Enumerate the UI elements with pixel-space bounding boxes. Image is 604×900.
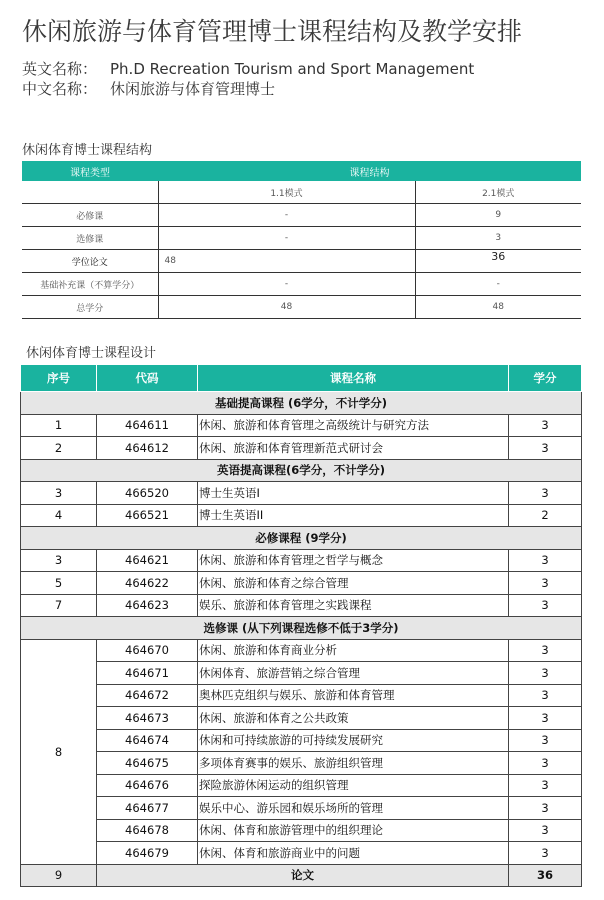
thesis-name: 论文 [97,864,509,887]
english-name-label: 英文名称： [22,60,98,78]
english-name-row [22,58,474,79]
course-name: 娱乐、旅游和体育管理之实践课程 [198,594,509,617]
course-name: 多项体育赛事的娱乐、旅游组织管理 [198,752,509,775]
group-row-english [21,459,582,482]
table-row [21,482,582,505]
structure-row-label: 总学分 [22,296,158,319]
table-row [21,504,582,527]
header-course-structure: 课程结构 [158,161,581,181]
header-course-type: 课程类型 [22,161,158,181]
course-credit: 3 [509,842,582,865]
table-row [21,549,582,572]
course-code: 464672 [97,684,198,707]
structure-row [22,227,581,250]
course-name: 博士生英语II [198,504,509,527]
course-credit: 3 [509,819,582,842]
structure-row [22,204,581,227]
course-credit: 3 [509,549,582,572]
group-label: 必修课程 (9学分) [21,527,582,550]
thesis-no: 9 [21,864,97,887]
structure-row-label: 基础补充课（不算学分） [22,273,158,296]
course-credit: 2 [509,504,582,527]
course-no: 2 [21,437,97,460]
header-course-name: 课程名称 [198,365,509,392]
design-header-row [21,365,582,392]
course-name: 休闲体育、旅游营销之综合管理 [198,662,509,685]
course-no: 4 [21,504,97,527]
structure-row-mode2: 3 [415,227,581,250]
structure-row-mode1: - [158,273,415,296]
course-code: 464676 [97,774,198,797]
course-no: 3 [21,482,97,505]
structure-row-mode2: 48 [415,296,581,319]
thesis-row [21,864,582,887]
table-row [21,819,582,842]
thesis-credit: 36 [509,864,582,887]
course-code: 466520 [97,482,198,505]
table-row [21,707,582,730]
course-credit: 3 [509,662,582,685]
course-code: 464670 [97,639,198,662]
course-code: 464621 [97,549,198,572]
group-row-basic [21,392,582,415]
course-code: 464674 [97,729,198,752]
course-code: 464622 [97,572,198,595]
course-code: 466521 [97,504,198,527]
course-credit: 3 [509,729,582,752]
course-credit: 3 [509,414,582,437]
course-credit: 3 [509,594,582,617]
structure-row-label: 必修课 [22,204,158,227]
table-row [21,662,582,685]
group-label: 选修课 (从下列课程选修不低于3学分) [21,617,582,640]
chinese-name-label: 中文名称： [22,80,98,98]
group-label: 基础提高课程 (6学分，不计学分) [21,392,582,415]
table-row [21,414,582,437]
structure-row [22,273,581,296]
course-name: 休闲、旅游和体育管理新范式研讨会 [198,437,509,460]
elective-no: 8 [21,639,97,864]
structure-row-mode2: 9 [415,204,581,227]
course-code: 464678 [97,819,198,842]
course-name: 休闲和可持续旅游的可持续发展研究 [198,729,509,752]
course-name: 休闲、旅游和体育管理之高级统计与研究方法 [198,414,509,437]
course-name: 娱乐中心、游乐园和娱乐场所的管理 [198,797,509,820]
structure-blank-cell [22,181,158,204]
structure-row-label: 选修课 [22,227,158,250]
structure-row [22,296,581,319]
course-code: 464623 [97,594,198,617]
structure-row-mode1: 48 [158,250,415,273]
course-credit: 3 [509,707,582,730]
table-row [21,797,582,820]
course-credit: 3 [509,572,582,595]
structure-row-mode1: - [158,204,415,227]
course-name: 休闲、旅游和体育之综合管理 [198,572,509,595]
course-code: 464677 [97,797,198,820]
course-no: 3 [21,549,97,572]
table-row [21,639,582,662]
structure-row-mode2: 36 [415,250,581,273]
course-name: 奥林匹克组织与娱乐、旅游和体育管理 [198,684,509,707]
group-label: 英语提高课程(6学分，不计学分) [21,459,582,482]
structure-header-row [22,161,581,181]
course-name: 休闲、体育和旅游商业中的问题 [198,842,509,865]
structure-row [22,250,581,273]
table-row [21,684,582,707]
header-credit: 学分 [509,365,582,392]
course-no: 7 [21,594,97,617]
course-name: 休闲、旅游和体育管理之哲学与概念 [198,549,509,572]
course-name: 休闲、旅游和体育商业分析 [198,639,509,662]
chinese-name-value: 休闲旅游与体育管理博士 [110,80,276,98]
table-row [21,842,582,865]
structure-section-title: 休闲体育博士课程结构 [22,143,153,158]
mode-2-1: 2.1模式 [415,181,581,204]
course-code: 464675 [97,752,198,775]
course-credit: 3 [509,482,582,505]
course-code: 464612 [97,437,198,460]
structure-row-mode2: - [415,273,581,296]
course-credit: 3 [509,684,582,707]
course-credit: 3 [509,797,582,820]
table-row [21,437,582,460]
table-row [21,774,582,797]
header-code: 代码 [97,365,198,392]
course-code: 464611 [97,414,198,437]
table-row [21,594,582,617]
course-credit: 3 [509,437,582,460]
table-row [21,752,582,775]
group-row-required [21,527,582,550]
course-no: 1 [21,414,97,437]
course-structure-table [22,161,581,319]
course-credit: 3 [509,752,582,775]
course-credit: 3 [509,639,582,662]
structure-row-mode1: 48 [158,296,415,319]
chinese-name-row [22,78,275,99]
structure-mode-row [22,181,581,204]
table-row [21,572,582,595]
header-no: 序号 [21,365,97,392]
group-row-elective [21,617,582,640]
course-code: 464671 [97,662,198,685]
english-name-value: Ph.D Recreation Tourism and Sport Management [110,60,475,78]
course-code: 464673 [97,707,198,730]
course-name: 探险旅游休闲运动的组织管理 [198,774,509,797]
course-code: 464679 [97,842,198,865]
course-credit: 3 [509,774,582,797]
course-name: 休闲、旅游和体育之公共政策 [198,707,509,730]
course-name: 休闲、体育和旅游管理中的组织理论 [198,819,509,842]
course-name: 博士生英语I [198,482,509,505]
course-no: 5 [21,572,97,595]
page-title: 休闲旅游与体育管理博士课程结构及教学安排 [22,17,523,46]
mode-1-1: 1.1模式 [158,181,415,204]
table-row [21,729,582,752]
design-section-title: 休闲体育博士课程设计 [26,346,157,361]
structure-row-mode1: - [158,227,415,250]
course-design-table [20,364,582,887]
structure-row-label: 学位论文 [22,250,158,273]
